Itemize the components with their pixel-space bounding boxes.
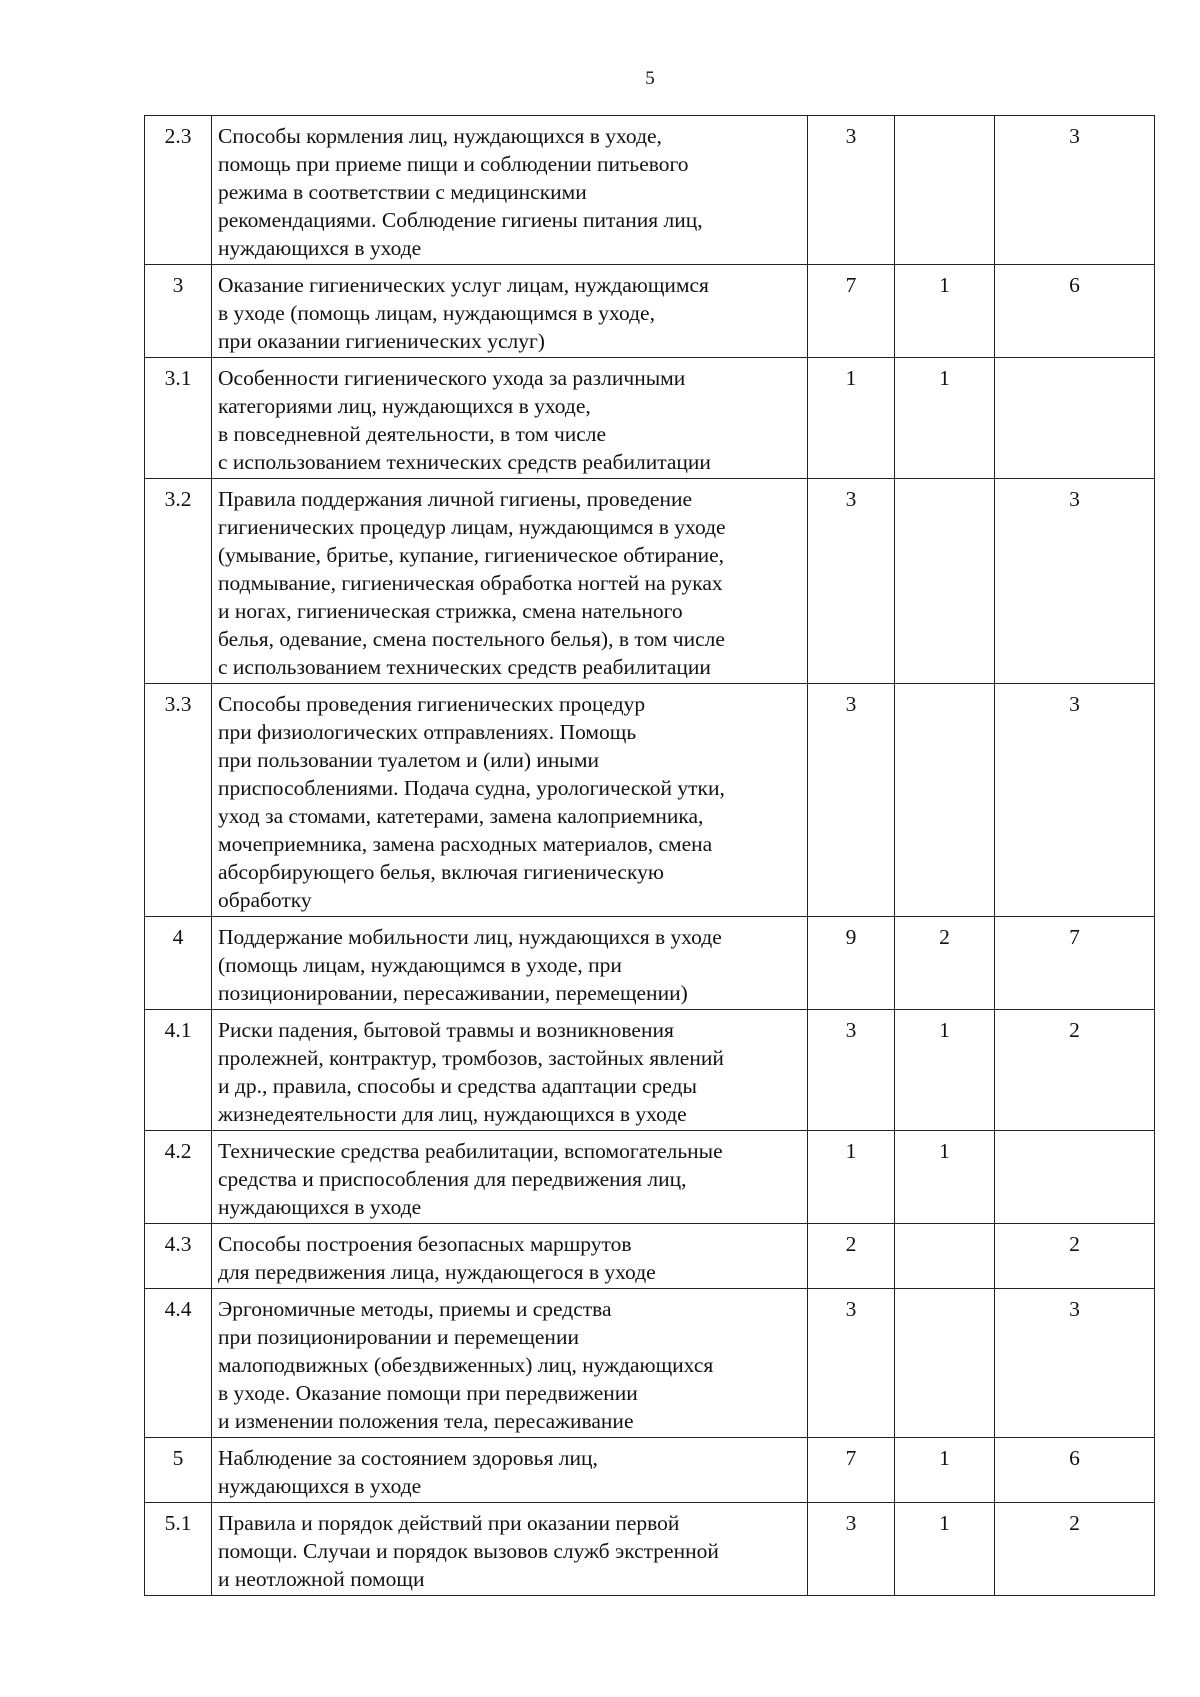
theory-hours-cell	[895, 1224, 995, 1289]
total-hours-cell: 3	[808, 1010, 895, 1131]
practice-hours-cell	[995, 1131, 1155, 1224]
total-hours-cell: 1	[808, 1131, 895, 1224]
section-number-cell: 3.1	[145, 358, 212, 479]
practice-hours-cell: 2	[995, 1010, 1155, 1131]
total-hours-cell: 9	[808, 917, 895, 1010]
topic-title-cell: Оказание гигиенических услуг лицам, нуждающимся в уходе (помощь лицам, нуждающимся в уходе, при оказании гигиенических услуг)	[212, 265, 808, 358]
section-number-cell: 3	[145, 265, 212, 358]
table-row	[145, 1438, 1155, 1503]
total-hours-cell: 7	[808, 265, 895, 358]
table-row	[145, 358, 1155, 479]
theory-hours-cell: 1	[895, 1010, 995, 1131]
topic-title-cell: Правила поддержания личной гигиены, проведение гигиенических процедур лицам, нуждающимся в уходе (умывание, бритье, купание, гигиеническое обтирание, подмывание, гигиеническая обработка ногтей на руках и ногах, гигиеническая стрижка, смена нательного белья, одевание, смена постельного белья), в том числе с использованием технических средств реабилитации	[212, 479, 808, 684]
table-row	[145, 1289, 1155, 1438]
table-row	[145, 1131, 1155, 1224]
practice-hours-cell: 6	[995, 265, 1155, 358]
section-number-cell: 5.1	[145, 1503, 212, 1596]
table-row	[145, 265, 1155, 358]
table-row	[145, 1503, 1155, 1596]
theory-hours-cell: 1	[895, 358, 995, 479]
theory-hours-cell	[895, 116, 995, 265]
section-number-cell: 5	[145, 1438, 212, 1503]
total-hours-cell: 7	[808, 1438, 895, 1503]
practice-hours-cell: 3	[995, 116, 1155, 265]
curriculum-table	[144, 115, 1155, 1596]
topic-title-cell: Особенности гигиенического ухода за различными категориями лиц, нуждающихся в уходе, в повседневной деятельности, в том числе с использованием технических средств реабилитации	[212, 358, 808, 479]
table-row	[145, 479, 1155, 684]
table-row	[145, 917, 1155, 1010]
section-number-cell: 3.3	[145, 684, 212, 917]
section-number-cell: 4	[145, 917, 212, 1010]
theory-hours-cell: 1	[895, 1131, 995, 1224]
table-row	[145, 1224, 1155, 1289]
topic-title-cell: Поддержание мобильности лиц, нуждающихся в уходе (помощь лицам, нуждающимся в уходе, при позиционировании, пересаживании, перемещении)	[212, 917, 808, 1010]
section-number-cell: 4.3	[145, 1224, 212, 1289]
topic-title-cell: Правила и порядок действий при оказании первой помощи. Случаи и порядок вызовов служб экстренной и неотложной помощи	[212, 1503, 808, 1596]
practice-hours-cell: 3	[995, 684, 1155, 917]
practice-hours-cell: 2	[995, 1503, 1155, 1596]
practice-hours-cell: 3	[995, 1289, 1155, 1438]
total-hours-cell: 3	[808, 1503, 895, 1596]
practice-hours-cell	[995, 358, 1155, 479]
section-number-cell: 4.2	[145, 1131, 212, 1224]
theory-hours-cell: 2	[895, 917, 995, 1010]
section-number-cell: 4.1	[145, 1010, 212, 1131]
section-number-cell: 3.2	[145, 479, 212, 684]
topic-title-cell: Наблюдение за состоянием здоровья лиц, нуждающихся в уходе	[212, 1438, 808, 1503]
section-number-cell: 4.4	[145, 1289, 212, 1438]
theory-hours-cell	[895, 479, 995, 684]
page-number: 5	[645, 68, 655, 89]
theory-hours-cell	[895, 1289, 995, 1438]
table-row	[145, 1010, 1155, 1131]
practice-hours-cell: 6	[995, 1438, 1155, 1503]
topic-title-cell: Способы построения безопасных маршрутов для передвижения лица, нуждающегося в уходе	[212, 1224, 808, 1289]
topic-title-cell: Способы проведения гигиенических процедур при физиологических отправлениях. Помощь при пользовании туалетом и (или) иными приспособлениями. Подача судна, урологической утки, уход за стомами, катетерами, замена калоприемника, мочеприемника, замена расходных материалов, смена абсорбирующего белья, включая гигиеническую обработку	[212, 684, 808, 917]
table-row	[145, 684, 1155, 917]
total-hours-cell: 3	[808, 1289, 895, 1438]
practice-hours-cell: 7	[995, 917, 1155, 1010]
theory-hours-cell: 1	[895, 1438, 995, 1503]
theory-hours-cell: 1	[895, 1503, 995, 1596]
topic-title-cell: Технические средства реабилитации, вспомогательные средства и приспособления для передвижения лиц, нуждающихся в уходе	[212, 1131, 808, 1224]
section-number-cell: 2.3	[145, 116, 212, 265]
table-row	[145, 116, 1155, 265]
theory-hours-cell	[895, 684, 995, 917]
topic-title-cell: Риски падения, бытовой травмы и возникновения пролежней, контрактур, тромбозов, застойных явлений и др., правила, способы и средства адаптации среды жизнедеятельности для лиц, нуждающихся в уходе	[212, 1010, 808, 1131]
topic-title-cell: Эргономичные методы, приемы и средства при позиционировании и перемещении малоподвижных (обездвиженных) лиц, нуждающихся в уходе. Оказание помощи при передвижении и изменении положения тела, пересаживание	[212, 1289, 808, 1438]
total-hours-cell: 3	[808, 116, 895, 265]
total-hours-cell: 1	[808, 358, 895, 479]
total-hours-cell: 3	[808, 684, 895, 917]
topic-title-cell: Способы кормления лиц, нуждающихся в уходе, помощь при приеме пищи и соблюдении питьевого режима в соответствии с медицинскими рекомендациями. Соблюдение гигиены питания лиц, нуждающихся в уходе	[212, 116, 808, 265]
theory-hours-cell: 1	[895, 265, 995, 358]
table-body	[145, 116, 1155, 1596]
total-hours-cell: 3	[808, 479, 895, 684]
practice-hours-cell: 3	[995, 479, 1155, 684]
practice-hours-cell: 2	[995, 1224, 1155, 1289]
total-hours-cell: 2	[808, 1224, 895, 1289]
